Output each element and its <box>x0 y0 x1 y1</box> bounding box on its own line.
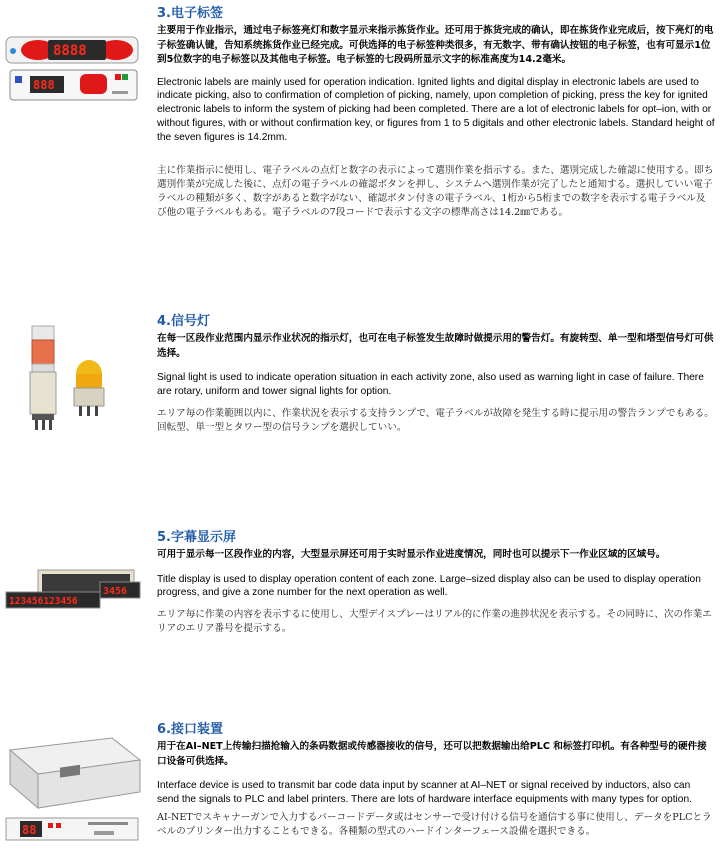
title-display-images <box>0 568 150 618</box>
display-digits-2: 3456 <box>103 586 128 597</box>
section-title: 6.接口装置 <box>157 722 223 737</box>
english-paragraph: Electronic labels are mainly used for operation indication. Ignited lights and digital display in electronic labels are used to indicate picking, also to confirmation of completion of picking, namely, upon completion of picking, press the key for ignited electronic labels to inform the system of picking had been completed. There are a lot of electronic labels for opt–ion, with or without figures, with or without confirmation key, or figures from 1 to 5 digitals and other electronic labels. Standard height of the seven figures is 14.2mm. <box>157 76 715 143</box>
signal-light-images <box>0 324 150 434</box>
signal-light-illustration <box>0 324 150 434</box>
english-paragraph: Interface device is used to transmit bar code data input by scanner at AI–NET or signal received by inductors, also can send the signals to PLC and label printers. There are lots of hardware interface equipments with many types for option. <box>157 780 692 805</box>
chinese-paragraph: 在每一区段作业范围内显示作业状况的指示灯，也可在电子标签发生故障时做提示用的警告灯。有旋转型、单一型和塔型信号灯可供选择。 <box>157 333 714 359</box>
english-paragraph: Title display is used to display operation content of each zone. Large–sized display also can be used to display operation progress, and give a zone number for the next operation as well. <box>157 573 701 599</box>
japanese-paragraph: 主に作業指示に使用し、電子ラベルの点灯と数字の表示によって選別作業を指示する。また、選別完成した確認に使用する。即ち選別作業が完成した後に、点灯の電子ラベルの確認ボタンを押し、システムへ選別作業が完了したと通知する。選択していい電子ラベルの種類が多く、数字があると数字がない、確認ボタン付きの電子ラベル、1桁から5桁までの数字を表示する電子ラベル及び他の電子ラベルもある。電子ラベルの7段コードで表示する文字の標準高さは14.2㎜である。 <box>157 165 714 219</box>
title-display-illustration <box>0 568 150 618</box>
label-digits-2: 888 <box>33 78 55 92</box>
chinese-paragraph: 可用于显示每一区段作业的内容，大型显示屏还可用于实时显示作业进度情况，同时也可以提示下一作业区域的区域号。 <box>157 549 666 560</box>
electronic-label-illustration <box>0 36 150 106</box>
section-title: 3.电子标签 <box>157 6 223 21</box>
japanese-paragraph: AI-NETでスキャナーガンで入力するバーコードデータ或はセンサーで受け付ける信号を通信する事に使用し、データをPLCとラベルのプリンター出力することもできる。各種類の型式のハードインターフェース設備を選択できる。 <box>157 811 712 837</box>
japanese-paragraph: エリア毎に作業の内容を表示するに使用し、大型デイスプレーはリアル的に作業の進捗状況を表示する。その同時に、次の作業エリアのエリア番号を提示する。 <box>157 609 712 635</box>
chinese-paragraph: 用于在AI–NET上传输扫描抢输入的条码数据或传感器接收的信号，还可以把数据输出给PLC 和标签打印机。有各种型号的硬件接口设备可供选择。 <box>157 741 707 767</box>
electronic-label-images <box>0 36 150 106</box>
interface-device-illustration <box>0 732 150 847</box>
japanese-paragraph: エリア毎の作業範囲以内に、作業状況を表示する支持ランプで、電子ラベルが故障を発生する時に提示用の警告ランプでもある。回転型、単一型とタワー型の信号ランプを選択していい。 <box>157 407 714 433</box>
section-signal-light <box>0 310 720 460</box>
interface-digits: 88 <box>22 823 37 837</box>
section-title-display <box>0 526 720 646</box>
display-digits-1: 123456123456 <box>9 596 78 607</box>
section-title: 4.信号灯 <box>157 314 210 329</box>
section-electronic-label <box>0 0 720 240</box>
label-digits-1: 8888 <box>53 43 87 59</box>
english-paragraph: Signal light is used to indicate operation situation in each activity zone, also used as warning light in case of failure. There are rotary, uniform and tower signal lights for option. <box>157 372 704 397</box>
chinese-paragraph: 主要用于作业指示，通过电子标签亮灯和数字显示来指示拣货作业。还可用于拣货完成的确认，即在拣货作业完成后，按下亮灯的电子标签确认键，告知系统拣货作业已经完成。可供选择的电子标签种类很多，有无数字、带有确认按钮的电子标签，也有可显示1位到5位数字的电子标签以及其他电子标签。电子标签的七段码所显示文字的标准高度为14.2毫米。 <box>157 25 714 65</box>
section-interface-device <box>0 720 720 859</box>
interface-device-images <box>0 732 150 847</box>
section-title: 5.字幕显示屏 <box>157 530 236 545</box>
